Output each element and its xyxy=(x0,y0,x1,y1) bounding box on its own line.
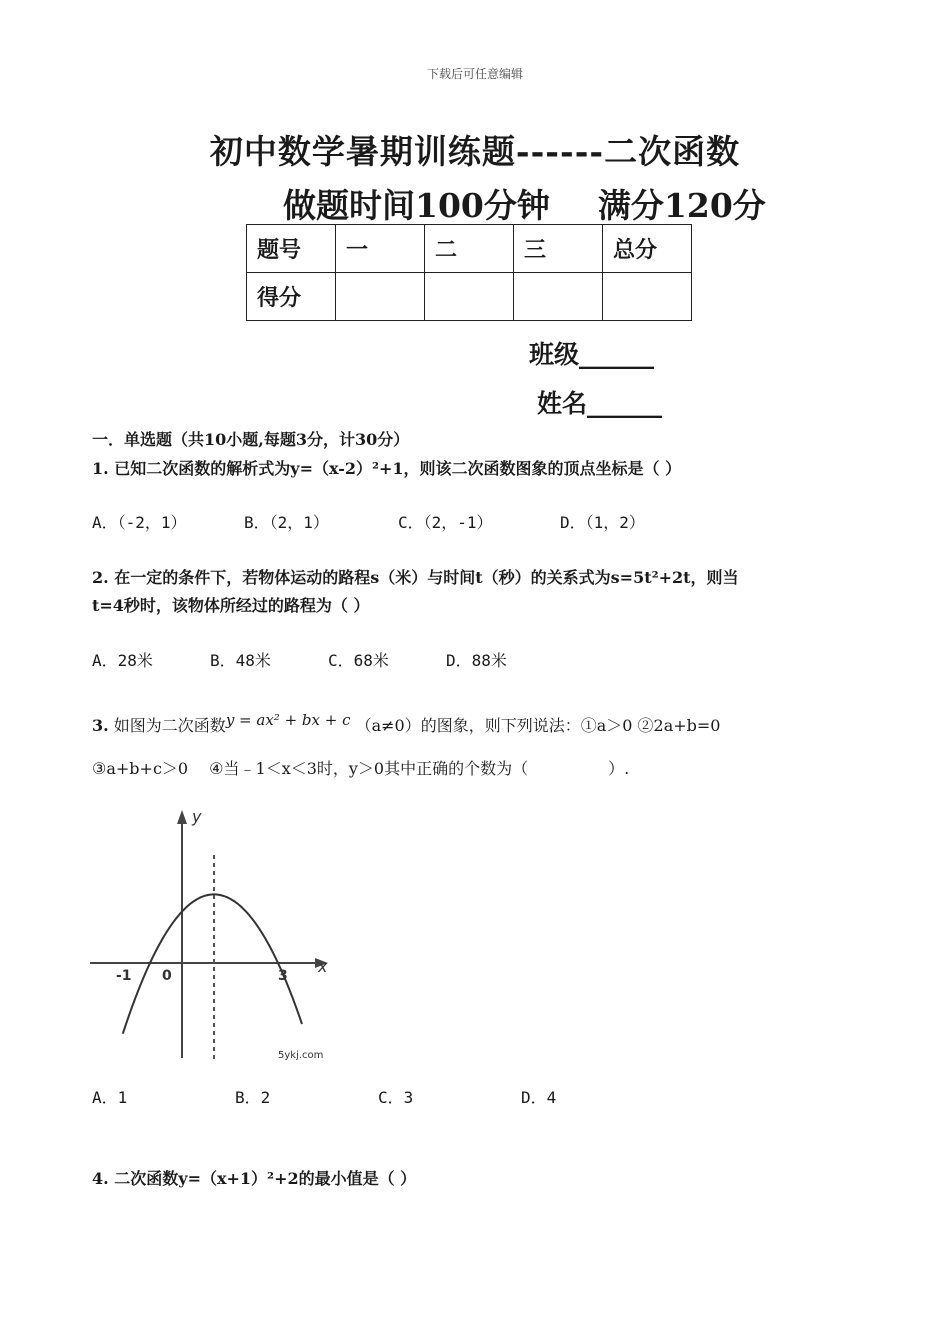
option-a[interactable]: A．（-2，1） xyxy=(92,513,187,532)
question-3-options xyxy=(92,1085,556,1108)
score-cell[interactable] xyxy=(514,273,603,321)
graph-background xyxy=(88,800,348,1066)
option-a[interactable]: A．28米 xyxy=(92,651,153,670)
option-c[interactable]: C．68米 xyxy=(328,651,389,670)
question-3-line1 xyxy=(92,713,720,736)
question-2-options xyxy=(92,648,507,671)
y-axis-label: y xyxy=(192,807,202,826)
option-c[interactable]: C．3 xyxy=(378,1088,414,1107)
question-3-line2: ③a+b+c＞0 ④当﹣1＜x＜3时，y＞0其中正确的个数为（ ）. xyxy=(92,759,630,778)
score-cell[interactable] xyxy=(336,273,425,321)
score-row-label: 得分 xyxy=(247,273,336,321)
option-b[interactable]: B．48米 xyxy=(210,651,271,670)
option-d[interactable]: D．88米 xyxy=(446,651,507,670)
question-1-options xyxy=(92,510,645,533)
name-field[interactable]: 姓名______ xyxy=(537,389,663,418)
score-header-cell: 二 xyxy=(425,225,514,273)
question-4: 4. 二次函数y=（x+1）²+2的最小值是（ ） xyxy=(92,1169,417,1188)
quadratic-formula: y = ax² + bx + c xyxy=(225,711,351,729)
full-score: 满分120分 xyxy=(597,186,766,225)
tick-label-0: 0 xyxy=(162,968,172,984)
parabola-graph xyxy=(88,800,348,1066)
class-field[interactable]: 班级______ xyxy=(529,340,655,369)
header-note: 下载后可任意编辑 xyxy=(426,67,523,81)
question-3-number: 3. xyxy=(92,716,109,735)
question-2-line1: 2. 在一定的条件下，若物体运动的路程s（米）与时间t（秒）的关系式为s=5t²+2t，则当 xyxy=(92,568,739,587)
page-subtitle xyxy=(283,180,766,227)
score-header-cell: 总分 xyxy=(603,225,692,273)
score-table-header-row xyxy=(247,225,692,273)
option-c[interactable]: C．（2，-1） xyxy=(398,513,493,532)
x-axis-label: x xyxy=(318,957,328,976)
tick-label-neg1: -1 xyxy=(116,968,132,984)
question-1: 1. 已知二次函数的解析式为y=（x-2）²+1，则该二次函数图象的顶点坐标是（ ） xyxy=(92,459,682,478)
tick-label-3: 3 xyxy=(278,968,288,984)
question-3-text-b: （a≠0）的图象，则下列说法：①a＞0 ②2a+b=0 xyxy=(355,716,721,735)
section-heading: 一．单选题（共10小题,每题3分，计30分） xyxy=(92,430,410,449)
time-limit: 做题时间100分钟 xyxy=(283,186,550,225)
option-a[interactable]: A．1 xyxy=(92,1088,128,1107)
score-table xyxy=(246,224,692,321)
question-2-line2: t=4秒时，该物体所经过的路程为（ ） xyxy=(92,596,370,615)
option-d[interactable]: D．4 xyxy=(521,1088,557,1107)
score-cell[interactable] xyxy=(603,273,692,321)
score-header-cell: 题号 xyxy=(247,225,336,273)
option-d[interactable]: D．（1，2） xyxy=(560,513,645,532)
score-cell[interactable] xyxy=(425,273,514,321)
question-3-text-a: 如图为二次函数 xyxy=(113,716,226,735)
score-header-cell: 一 xyxy=(336,225,425,273)
score-table-score-row xyxy=(247,273,692,321)
score-header-cell: 三 xyxy=(514,225,603,273)
option-b[interactable]: B．（2，1） xyxy=(244,513,329,532)
page-title: 初中数学暑期训练题------二次函数 xyxy=(209,132,741,171)
graph-watermark: 5ykj.com xyxy=(278,1050,324,1061)
option-b[interactable]: B．2 xyxy=(235,1088,271,1107)
